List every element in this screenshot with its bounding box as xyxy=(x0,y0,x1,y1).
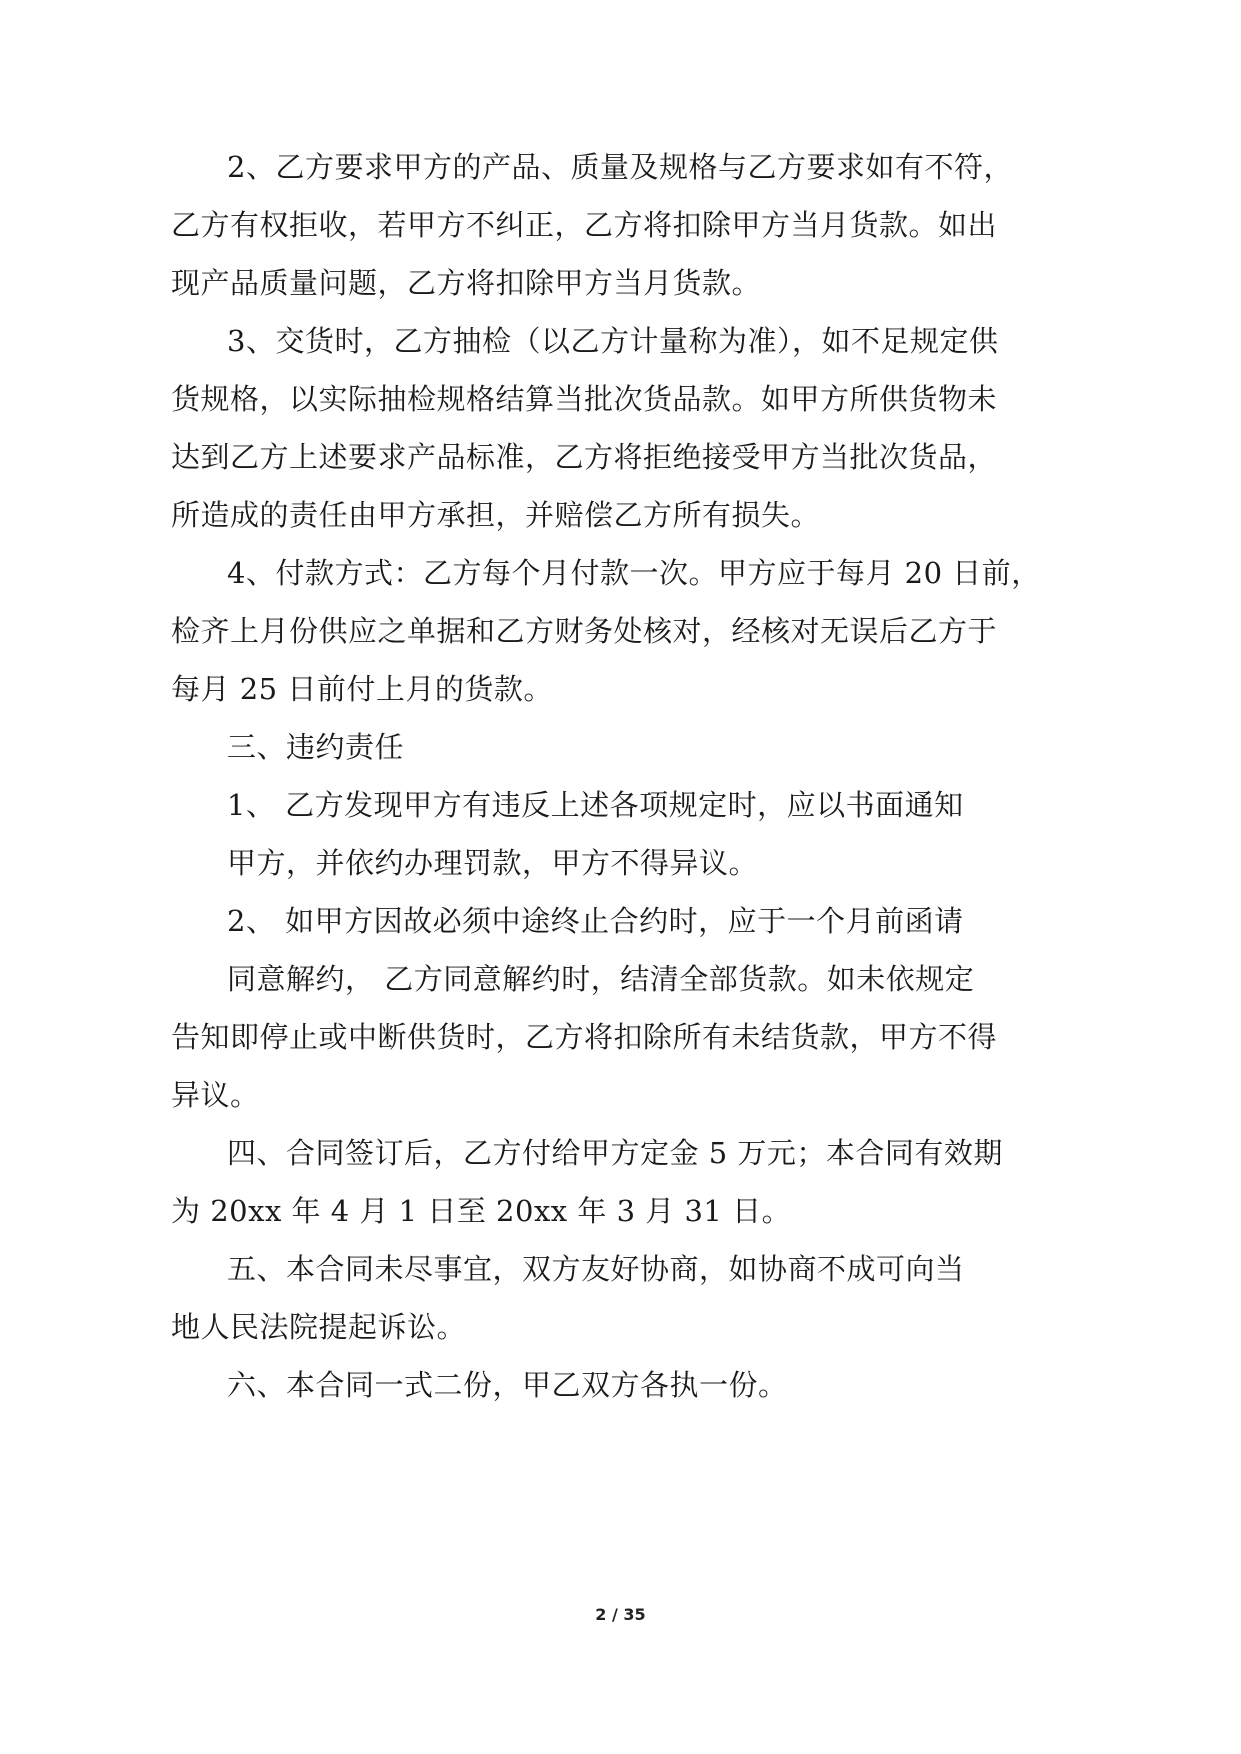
text-line: 异议。 xyxy=(171,1078,260,1112)
text-line: 货规格，以实际抽检规格结算当批次货品款。如甲方所供货物未 xyxy=(171,382,998,416)
text-line: 1、 乙方发现甲方有违反上述各项规定时，应以书面通知 xyxy=(227,788,964,822)
text-line: 四、合同签订后，乙方付给甲方定金 5 万元；本合同有效期 xyxy=(227,1136,1003,1170)
text-line: 同意解约， 乙方同意解约时，结清全部货款。如未依规定 xyxy=(227,962,975,996)
text-line: 3、交货时，乙方抽检（以乙方计量称为准），如不足规定供 xyxy=(227,324,999,358)
text-line: 乙方有权拒收，若甲方不纠正，乙方将扣除甲方当月货款。如出 xyxy=(171,208,998,242)
text-line: 2、 如甲方因故必须中途终止合约时，应于一个月前函请 xyxy=(227,904,964,938)
text-line: 每月 25 日前付上月的货款。 xyxy=(171,672,553,706)
section-heading: 三、违约责任 xyxy=(227,730,405,764)
page-number: 2 / 35 xyxy=(595,1605,646,1624)
text-line: 现产品质量问题，乙方将扣除甲方当月货款。 xyxy=(171,266,762,300)
text-line: 所造成的责任由甲方承担，并赔偿乙方所有损失。 xyxy=(171,498,821,532)
text-line: 2、乙方要求甲方的产品、质量及规格与乙方要求如有不符， xyxy=(227,150,1013,184)
text-line: 甲方，并依约办理罚款，甲方不得异议。 xyxy=(227,846,759,880)
text-line: 地人民法院提起诉讼。 xyxy=(171,1310,467,1344)
text-line: 检齐上月份供应之单据和乙方财务处核对，经核对无误后乙方于 xyxy=(171,614,998,648)
text-line: 六、本合同一式二份，甲乙双方各执一份。 xyxy=(227,1368,788,1402)
text-line: 达到乙方上述要求产品标准，乙方将拒绝接受甲方当批次货品， xyxy=(171,440,998,474)
text-line: 为 20xx 年 4 月 1 日至 20xx 年 3 月 31 日。 xyxy=(171,1194,792,1228)
text-line: 五、本合同未尽事宜，双方友好协商，如协商不成可向当 xyxy=(227,1252,965,1286)
text-line: 4、付款方式：乙方每个月付款一次。甲方应于每月 20 日前， xyxy=(227,556,1041,590)
text-line: 告知即停止或中断供货时，乙方将扣除所有未结货款，甲方不得 xyxy=(171,1020,998,1054)
